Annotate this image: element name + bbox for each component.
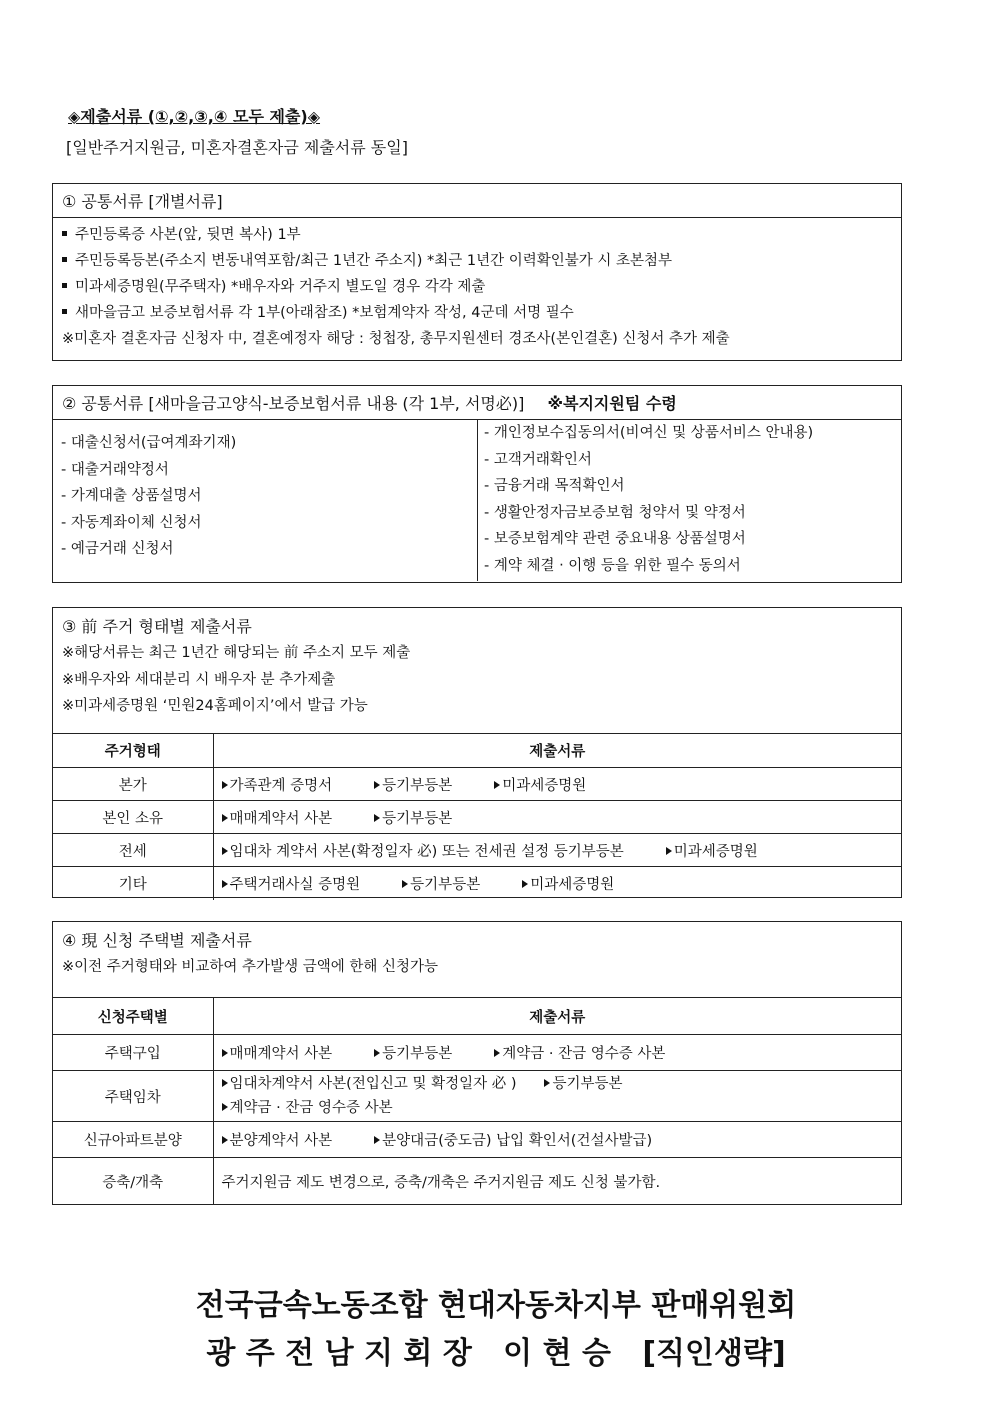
triangle-bullet-icon: [222, 1103, 228, 1111]
section2-heading: [53, 386, 901, 420]
section-current-housing: [52, 921, 902, 1205]
section4-notes: [53, 922, 901, 997]
list-item: - 대출신청서(급여계좌기재): [61, 435, 237, 451]
list-item: - 가계대출 상품설명서: [61, 488, 202, 504]
triangle-bullet-icon: [666, 847, 672, 855]
list-item: - 개인정보수집동의서(비여신 및 상품서비스 안내용): [484, 425, 814, 441]
column-header-documents: 제출서류: [213, 998, 901, 1035]
triangle-bullet-icon: [374, 781, 380, 789]
section2-columns: [53, 420, 901, 581]
triangle-bullet-icon: [222, 814, 228, 822]
documents-cell: 매매계약서 사본 등기부등본 계약금 · 잔금 영수증 사본: [213, 1035, 901, 1071]
table-row: [53, 867, 901, 900]
section3-heading: ③ 前 주거 형태별 제출서류: [62, 617, 252, 636]
triangle-bullet-icon: [374, 1049, 380, 1057]
section2-heading-note: ※복지지원팀 수령: [547, 394, 677, 413]
housing-type-cell: 본인 소유: [53, 801, 213, 834]
table-row: [53, 1035, 901, 1071]
bullet-square-icon: [62, 257, 67, 262]
table-row: [53, 1122, 901, 1158]
triangle-bullet-icon: [374, 814, 380, 822]
housing-type-cell: 기타: [53, 867, 213, 900]
housing-type-cell: 본가: [53, 768, 213, 801]
triangle-bullet-icon: [374, 1136, 380, 1144]
section4-note: ※이전 주거형태와 비교하여 추가발생 금액에 한해 신청가능: [62, 959, 438, 975]
section3-notes: [53, 608, 901, 733]
documents-cell: 가족관계 증명서 등기부등본 미과세증명원: [213, 768, 901, 801]
section3-note: ※미과세증명원 ‘민원24홈페이지’에서 발급 가능: [62, 698, 368, 714]
table-header-row: [53, 998, 901, 1035]
section1-heading: ① 공통서류 [개별서류]: [53, 184, 901, 218]
list-item: - 자동계좌이체 신청서: [61, 514, 202, 531]
list-item: - 계약 체결 ‧ 이행 등을 위한 필수 동의서: [484, 557, 741, 574]
documents-cell: 주거지원금 제도 변경으로, 증축/개축은 주거지원금 제도 신청 불가함.: [213, 1158, 901, 1205]
triangle-bullet-icon: [222, 1079, 228, 1087]
column-header-documents: 제출서류: [213, 734, 901, 768]
application-type-cell: 신규아파트분양: [53, 1122, 213, 1158]
triangle-bullet-icon: [522, 880, 528, 888]
list-item: - 대출거래약정서: [61, 461, 169, 478]
section2-left-column: [53, 420, 478, 581]
section-previous-housing: [52, 607, 902, 898]
list-item: - 고객거래확인서: [484, 451, 592, 468]
bullet-square-icon: [62, 231, 67, 236]
triangle-bullet-icon: [494, 781, 500, 789]
triangle-bullet-icon: [222, 847, 228, 855]
column-header-application-type: 신청주택별: [53, 998, 213, 1035]
triangle-bullet-icon: [222, 1136, 228, 1144]
section3-table: [53, 733, 901, 900]
document-title: ◈제출서류 (①,②,③,④ 모두 제출)◈: [68, 107, 321, 126]
list-item: - 생활안정자금보증보험 청약서 및 약정서: [484, 504, 746, 521]
list-item: - 금융거래 목적확인서: [484, 478, 625, 494]
list-item: 새마을금고 보증보험서류 각 1부(아래참조) *보험계약자 작성, 4군데 서명 필수: [62, 300, 892, 326]
section4-table: [53, 997, 901, 1205]
application-type-cell: 증축/개축: [53, 1158, 213, 1205]
list-item: - 보증보험계약 관련 중요내용 상품설명서: [484, 531, 746, 547]
table-header-row: [53, 734, 901, 768]
section3-note: ※해당서류는 최근 1년간 해당되는 前 주소지 모두 제출: [62, 645, 411, 661]
table-row: [53, 834, 901, 867]
documents-cell: 주택거래사실 증명원 등기부등본 미과세증명원: [213, 867, 901, 900]
section3-note: ※배우자와 세대분리 시 배우자 분 추가제출: [62, 671, 336, 688]
list-item: 미과세증명원(무주택자) *배우자와 거주지 별도일 경우 각각 제출: [62, 274, 892, 300]
bullet-square-icon: [62, 283, 67, 288]
section2-heading-text: ② 공통서류 [새마을금고양식-보증보험서류 내용 (각 1부, 서명必)]: [62, 394, 525, 413]
list-item: - 예금거래 신청서: [61, 541, 174, 557]
list-item: 주민등록등본(주소지 변동내역포함/최근 1년간 주소지) *최근 1년간 이력확인불가 시 초본첨부: [62, 248, 892, 274]
table-row: [53, 768, 901, 801]
triangle-bullet-icon: [222, 781, 228, 789]
column-header-housing-type: 주거형태: [53, 734, 213, 768]
section1-note: ※미혼자 결혼자금 신청자 中, 결혼예정자 해당 : 청첩장, 총무지원센터 경조사(본인결혼) 신청서 추가 제출: [62, 331, 730, 347]
documents-cell: 매매계약서 사본 등기부등본: [213, 801, 901, 834]
footer-organization: 전국금속노동조합 현대자동차지부 판매위원회: [195, 1288, 797, 1323]
section-common-documents: [52, 183, 902, 361]
application-type-cell: 주택구입: [53, 1035, 213, 1071]
table-row: [53, 801, 901, 834]
table-row: [53, 1158, 901, 1205]
triangle-bullet-icon: [222, 1049, 228, 1057]
documents-cell: 임대차계약서 사본(전입신고 및 확정일자 必 ) 등기부등본 계약금 · 잔금 영수증 사본: [213, 1071, 901, 1122]
documents-cell: 분양계약서 사본 분양대금(중도금) 납입 확인서(건설사발급): [213, 1122, 901, 1158]
application-type-cell: 주택임차: [53, 1071, 213, 1122]
documents-cell: 임대차 계약서 사본(확정일자 必) 또는 전세권 설정 등기부등본 미과세증명원: [213, 834, 901, 867]
triangle-bullet-icon: [544, 1079, 550, 1087]
triangle-bullet-icon: [494, 1049, 500, 1057]
bullet-square-icon: [62, 309, 67, 314]
section-loan-forms: [52, 385, 902, 583]
section2-right-column: [478, 420, 900, 581]
section4-heading: ④ 現 신청 주택별 제출서류: [62, 931, 252, 950]
housing-type-cell: 전세: [53, 834, 213, 867]
table-row: [53, 1071, 901, 1122]
document-subtitle: [일반주거지원금, 미혼자결혼자금 제출서류 동일]: [66, 138, 408, 157]
triangle-bullet-icon: [222, 880, 228, 888]
footer-signatory: 광 주 전 남 지 회 장 이 현 승 [직인생략]: [206, 1336, 786, 1371]
section1-bullet-list: [53, 218, 901, 352]
list-item: 주민등록증 사본(앞, 뒷면 복사) 1부: [62, 222, 892, 248]
triangle-bullet-icon: [402, 880, 408, 888]
